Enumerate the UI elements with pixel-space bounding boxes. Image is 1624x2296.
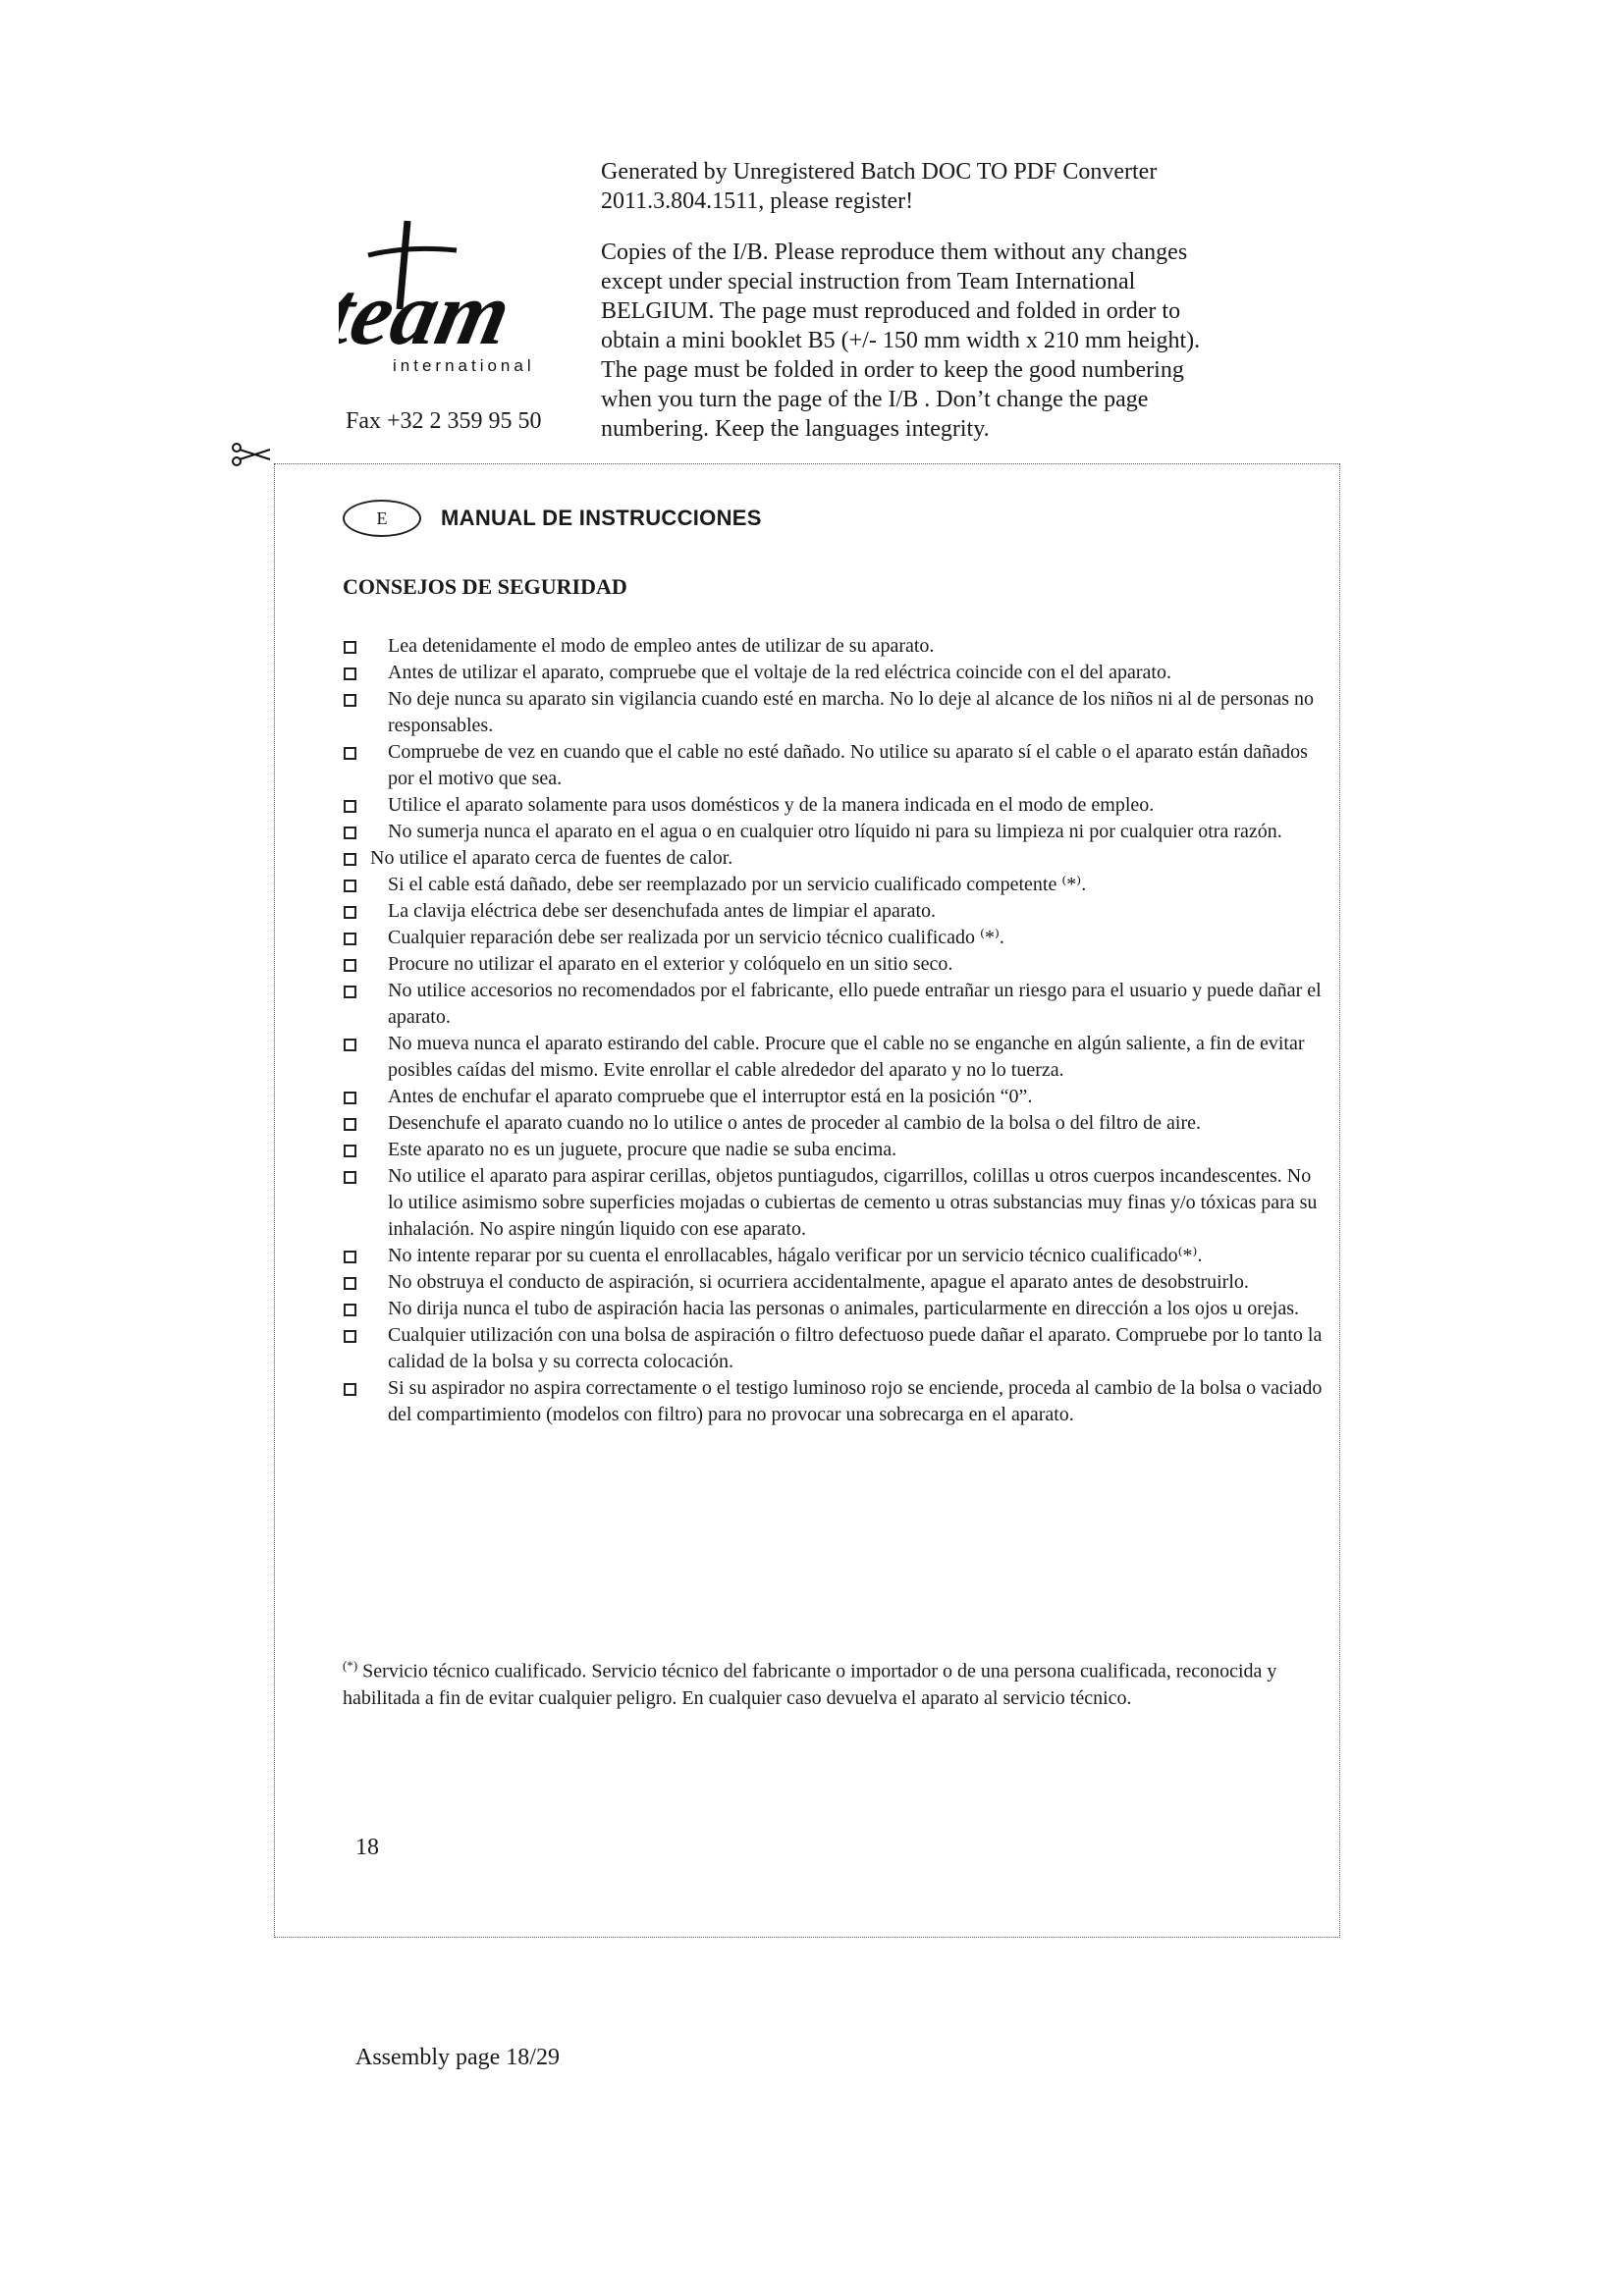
checkbox-icon: [344, 641, 356, 654]
language-badge: E: [343, 500, 421, 537]
manual-title: MANUAL DE INSTRUCCIONES: [441, 506, 762, 530]
instruction-line: BELGIUM. The page must reproduced and folded in order to: [601, 298, 1181, 324]
list-item: Cualquier utilización con una bolsa de aspiración o filtro defectuoso puede dañar el aparato. Compruebe por lo tanto la calidad de la bolsa y su correcta colocación.: [343, 1322, 1325, 1375]
team-logo-graphic: [339, 216, 555, 388]
checkbox-icon: [344, 747, 356, 760]
list-item: No utilice el aparato cerca de fuentes de calor.: [343, 845, 1325, 872]
scissors-icon: [231, 440, 280, 469]
generated-line-2: 2011.3.804.1511, please register!: [601, 188, 914, 214]
list-item: Si su aspirador no aspira correctamente o el testigo luminoso rojo se enciende, proceda al cambio de la bolsa o vaciado del compartimiento (modelos con filtro) para no provocar una sobrecarga en el aparato.: [343, 1375, 1325, 1428]
checkbox-icon: [344, 1145, 356, 1157]
list-item: No utilice el aparato para aspirar cerillas, objetos puntiagudos, cigarrillos, colillas u otros cuerpos incandescentes. No lo utilice asimismo sobre superficies mojadas o cubiertas de cemento u otras substancias muy finas y/o tóxicas para su inhalación. No aspire ningún liquido con ese aparato.: [343, 1163, 1325, 1243]
fax-number: Fax +32 2 359 95 50: [346, 408, 542, 434]
instruction-line: numbering. Keep the languages integrity.: [601, 416, 990, 442]
checkbox-icon: [344, 1383, 356, 1396]
list-item: No obstruya el conducto de aspiración, si ocurriera accidentalmente, apague el aparato antes de desobstruirlo.: [343, 1269, 1325, 1296]
list-item: Cualquier reparación debe ser realizada por un servicio técnico cualificado ⁽*⁾.: [343, 925, 1325, 951]
checkbox-icon: [344, 800, 356, 813]
safety-list: [343, 633, 1325, 1428]
list-item: No utilice accesorios no recomendados por el fabricante, ello puede entrañar un riesgo para el usuario y puede dañar el aparato.: [343, 978, 1325, 1031]
footnote-text: Servicio técnico cualificado. Servicio técnico del fabricante o importador o de una persona cualificada, reconocida y habilitada a fin de evitar cualquier peligro. En cualquier caso devuelva el aparato al servicio técnico.: [343, 1660, 1277, 1709]
list-item: Lea detenidamente el modo de empleo antes de utilizar de su aparato.: [343, 633, 1325, 660]
checkbox-icon: [344, 1251, 356, 1263]
checkbox-icon: [344, 1171, 356, 1184]
list-item: Antes de enchufar el aparato compruebe que el interruptor está en la posición “0”.: [343, 1084, 1325, 1110]
list-item: La clavija eléctrica debe ser desenchufada antes de limpiar el aparato.: [343, 898, 1325, 925]
instruction-line: Copies of the I/B. Please reproduce them without any changes: [601, 240, 1188, 265]
checkbox-icon: [344, 667, 356, 680]
checkbox-icon: [344, 853, 356, 866]
list-item: Este aparato no es un juguete, procure que nadie se suba encima.: [343, 1137, 1325, 1163]
list-item: No dirija nunca el tubo de aspiración hacia las personas o animales, particularmente en dirección a los ojos u orejas.: [343, 1296, 1325, 1322]
checkbox-icon: [344, 1330, 356, 1343]
footnote: [343, 1652, 1285, 1712]
checkbox-icon: [344, 1304, 356, 1316]
checkbox-icon: [344, 1039, 356, 1051]
instruction-line: except under special instruction from Team International: [601, 269, 1136, 294]
list-item: No sumerja nunca el aparato en el agua o en cualquier otro líquido ni para su limpieza ni por cualquier otra razón.: [343, 819, 1325, 845]
list-item: Si el cable está dañado, debe ser reemplazado por un servicio cualificado competente ⁽*⁾.: [343, 872, 1325, 898]
checkbox-icon: [344, 1118, 356, 1131]
checkbox-icon: [344, 906, 356, 919]
checkbox-icon: [344, 694, 356, 707]
list-item: Desenchufe el aparato cuando no lo utilice o antes de proceder al cambio de la bolsa o del filtro de aire.: [343, 1110, 1325, 1137]
logo-wordmark: team: [339, 263, 519, 364]
instruction-line: obtain a mini booklet B5 (+/- 150 mm width x 210 mm height).: [601, 328, 1201, 353]
manual-page-frame: [274, 463, 1340, 1938]
list-item: Antes de utilizar el aparato, compruebe que el voltaje de la red eléctrica coincide con el del aparato.: [343, 660, 1325, 686]
manual-header: [343, 499, 762, 538]
list-item: No intente reparar por su cuenta el enrollacables, hágalo verificar por un servicio técnico cualificado⁽*⁾.: [343, 1243, 1325, 1269]
assembly-page-label: Assembly page 18/29: [355, 2045, 560, 2070]
checkbox-icon: [344, 986, 356, 998]
list-item: No mueva nunca el aparato estirando del cable. Procure que el cable no se enganche en algún saliente, a fin de evitar posibles caídas del mismo. Evite enrollar el cable alrededor del aparato y no lo tuerza.: [343, 1031, 1325, 1084]
instruction-line: when you turn the page of the I/B . Don’t change the page: [601, 387, 1149, 412]
generated-line-1: Generated by Unregistered Batch DOC TO PDF Converter: [601, 159, 1158, 185]
checkbox-icon: [344, 827, 356, 839]
checkbox-icon: [344, 933, 356, 945]
footnote-mark: (*): [343, 1658, 358, 1673]
section-title: CONSEJOS DE SEGURIDAD: [343, 574, 627, 599]
list-item: No deje nunca su aparato sin vigilancia cuando esté en marcha. No lo deje al alcance de los niños ni al de personas no responsables.: [343, 686, 1325, 739]
team-logo: [339, 216, 555, 388]
list-item: Utilice el aparato solamente para usos domésticos y de la manera indicada en el modo de empleo.: [343, 792, 1325, 819]
checkbox-icon: [344, 1277, 356, 1290]
logo-subtext: international: [393, 356, 535, 375]
header-note: [601, 157, 1288, 444]
checkbox-icon: [344, 1092, 356, 1104]
instruction-line: The page must be folded in order to keep the good numbering: [601, 357, 1184, 383]
list-item: Compruebe de vez en cuando que el cable no esté dañado. No utilice su aparato sí el cable o el aparato están dañados por el motivo que sea.: [343, 739, 1325, 792]
checkbox-icon: [344, 880, 356, 892]
list-item: Procure no utilizar el aparato en el exterior y colóquelo en un sitio seco.: [343, 951, 1325, 978]
page-number: 18: [355, 1835, 379, 1860]
checkbox-icon: [344, 959, 356, 972]
